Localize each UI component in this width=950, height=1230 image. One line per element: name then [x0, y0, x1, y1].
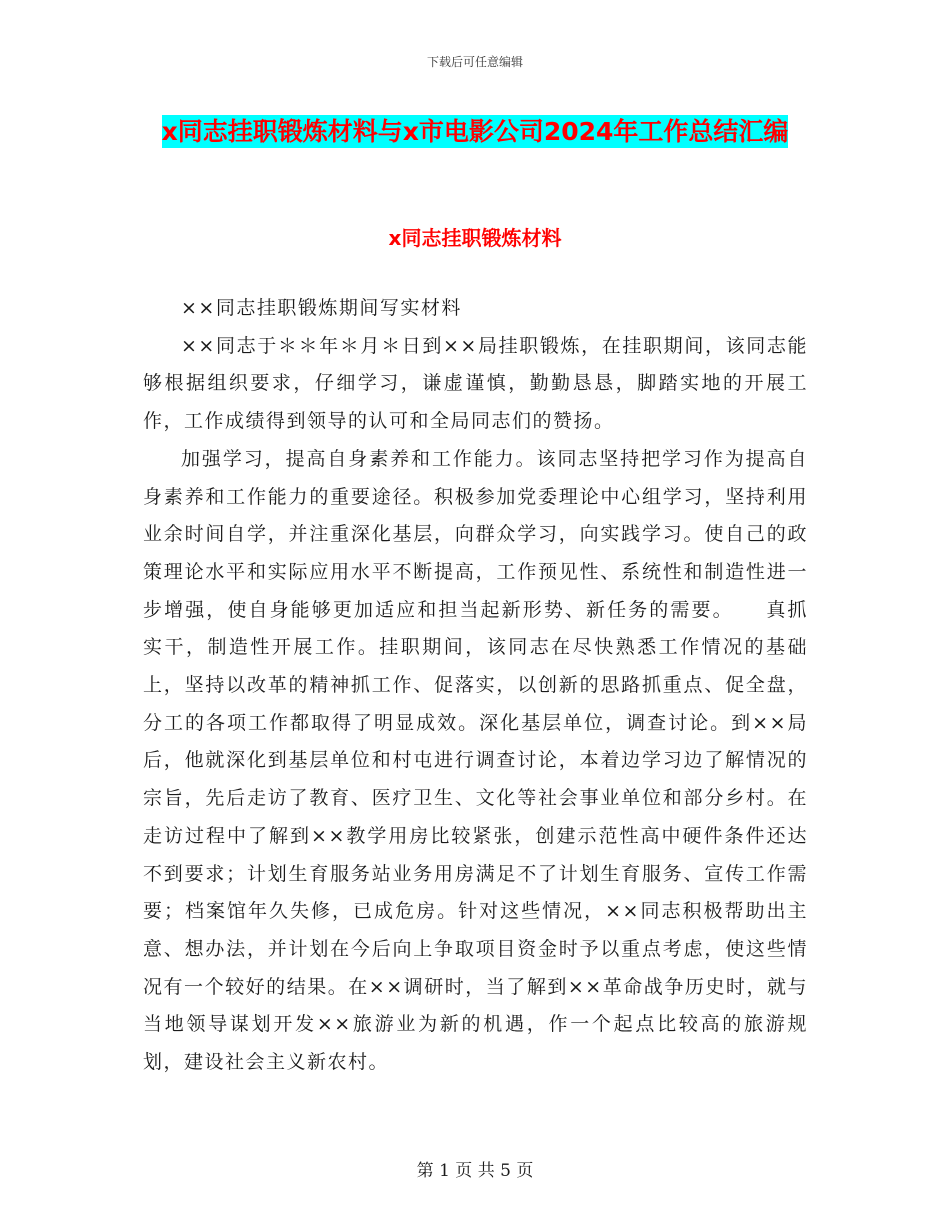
header-note: 下载后可任意编辑 — [426, 55, 523, 69]
paragraph-intro: ××同志于＊＊年＊月＊日到××局挂职锻炼，在挂职期间，该同志能够根据组织要求，仔细学习，谦虚谨慎，勤勤恳恳，脚踏实地的开展工作，工作成绩得到领导的认可和全局同志们的赞扬。 — [143, 334, 808, 433]
document-title — [140, 108, 810, 156]
page-number: 第 1 页 共 5 页 — [416, 1161, 534, 1181]
section-title: x同志挂职锻炼材料 — [388, 226, 562, 250]
document-title-text: x同志挂职锻炼材料与x市电影公司2024年工作总结汇编 — [161, 117, 789, 146]
document-body — [143, 290, 808, 1082]
paragraph-main: 加强学习，提高自身素养和工作能力。该同志坚持把学习作为提高自身素养和工作能力的重要途径。积极参加党委理论中心组学习，坚持利用业余时间自学，并注重深化基层，向群众学习，向实践学习。使自己的政策理论水平和实际应用水平不断提高，工作预见性、系统性和制造性进一步增强，使自身能够更加适应和担当起新形势、新任务的需要。 真抓实干，制造性开展工作。挂职期间，该同志在尽快熟悉工作情况的基础上，坚持以改革的精神抓工作、促落实，以创新的思路抓重点、促全盘，分工的各项工作都取得了明显成效。深化基层单位，调查讨论。到××局后，他就深化到基层单位和村屯进行调查讨论，本着边学习边了解情况的宗旨，先后走访了教育、医疗卫生、文化等社会事业单位和部分乡村。在走访过程中了解到××教学用房比较紧张，创建示范性高中硬件条件还达不到要求；计划生育服务站业务用房满足不了计划生育服务、宣传工作需要；档案馆年久失修，已成危房。针对这些情况，××同志积极帮助出主意、想办法，并计划在今后向上争取项目资金时予以重点考虑，使这些情况有一个较好的结果。在××调研时，当了解到××革命战争历史时，就与当地领导谋划开发××旅游业为新的机遇，作一个起点比较高的旅游规划，建设社会主义新农村。 — [143, 447, 808, 1074]
paragraph-subtitle: ××同志挂职锻炼期间写实材料 — [181, 297, 462, 319]
